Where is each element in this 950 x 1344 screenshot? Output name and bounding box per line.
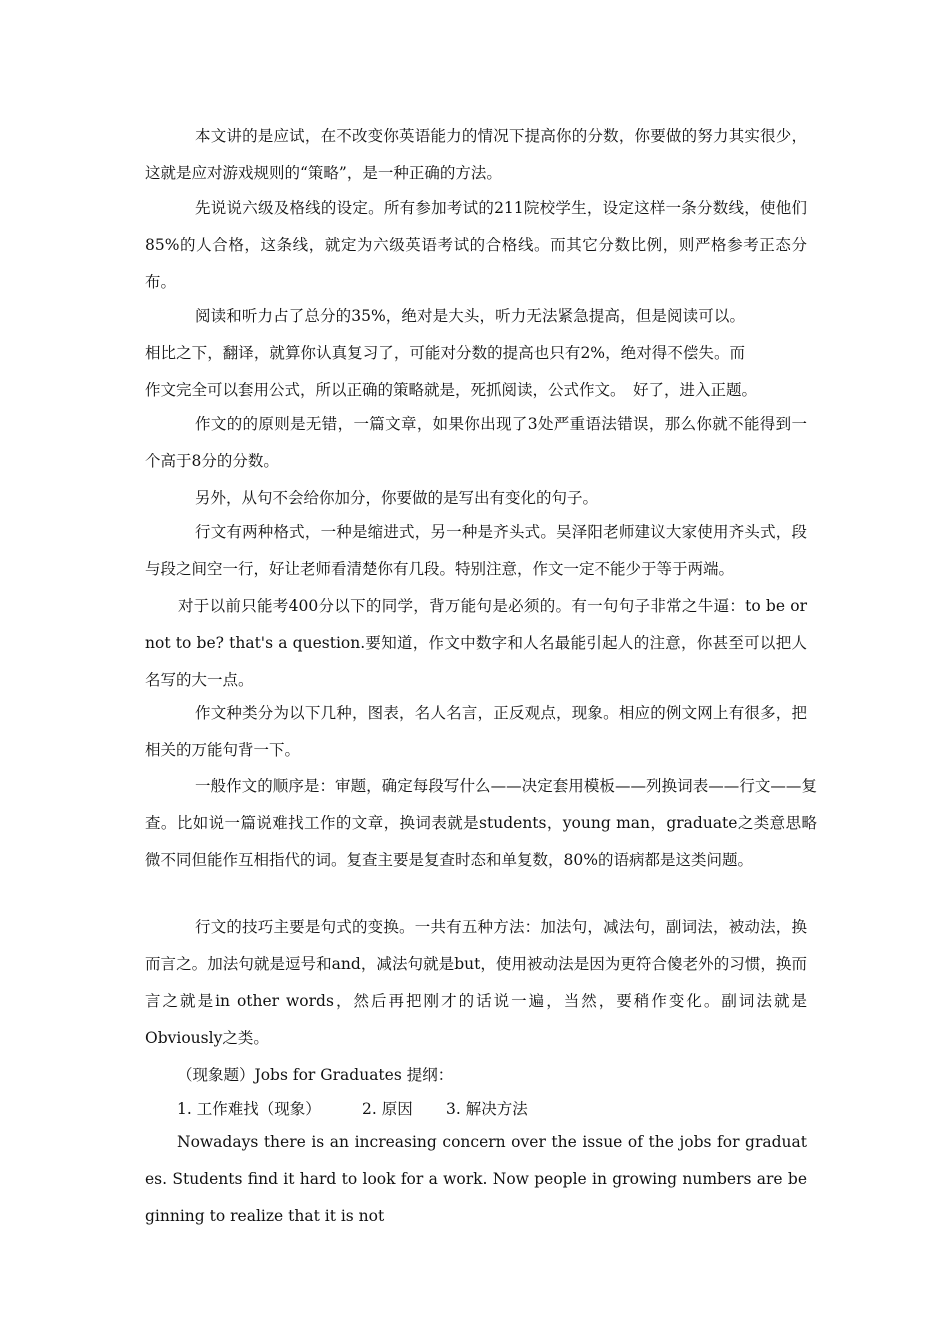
paragraph-order: 一般作文的顺序是：审题，确定每段写什么——决定套用模板——列换词表——行文——复查。比如说一篇说难找工作的文章，换词表就是students，young man，graduate之类意思略微不同但能作互相指代的词。复查主要是复查时态和单复数，80%的语病都是这类问题。 xyxy=(145,777,817,869)
paragraph-principle: 作文的的原则是无错，一篇文章，如果你出现了3处严重语法错误，那么你就不能得到一个高于8分的分数。 xyxy=(145,415,807,470)
paragraph-format: 行文有两种格式，一种是缩进式，另一种是齐头式。吴泽阳老师建议大家使用齐头式，段与段之间空一行，好让老师看清楚你有几段。特别注意，作文一定不能少于等于两端。 xyxy=(145,523,807,578)
outline-heading: （现象题）Jobs for Graduates 提纲： xyxy=(177,1066,454,1084)
outline-item-cause: 2. 原因 xyxy=(362,1100,413,1118)
outline-item-phenomenon: 1. 工作难找（现象） xyxy=(177,1100,321,1118)
paragraph-sentences: 对于以前只能考400分以下的同学，背万能句是必须的。有一句句子非常之牛逼：to be or not to be? that's a question.要知道，作文中数字和人名最能引起人的注意，你甚至可以把人名写的大一点。 xyxy=(145,597,807,689)
outline-item-solution: 3. 解决方法 xyxy=(446,1100,528,1118)
paragraph-strategy: 阅读和听力占了总分的35%，绝对是大头，听力无法紧急提高，但是阅读可以。相比之下，翻译，就算你认真复习了，可能对分数的提高也只有2%，绝对得不偿失。而作文完全可以套用公式，所以正确的策略就是，死抓阅读，公式作文。 xyxy=(145,307,745,399)
sample-essay-paragraph: Nowadays there is an increasing concern over the issue of the jobs for graduates. Students find it hard to look for a work. Now people in growing numbers are beginning to realize that it is not xyxy=(145,1133,807,1225)
paragraph-techniques: 行文的技巧主要是句式的变换。一共有五种方法：加法句，减法句，副词法，被动法，换而言之。加法句就是逗号和and，减法句就是but，使用被动法是因为更符合傻老外的习惯，换而言之就是in other words，然后再把刚才的话说一遍，当然，要稍作变化。副词法就是Obviously之类。 xyxy=(145,918,807,1047)
paragraph-clauses: 另外，从句不会给你加分，你要做的是写出有变化的句子。 xyxy=(195,489,599,507)
paragraph-transition: 好了，进入正题。 xyxy=(633,381,758,399)
paragraph-intro: 本文讲的是应试，在不改变你英语能力的情况下提高你的分数，你要做的努力其实很少，这就是应对游戏规则的“策略”，是一种正确的方法。 xyxy=(145,127,807,182)
paragraph-passing-line: 先说说六级及格线的设定。所有参加考试的211院校学生，设定这样一条分数线，使他们85%的人合格，这条线，就定为六级英语考试的合格线。而其它分数比例，则严格参考正态分布。 xyxy=(145,199,807,291)
paragraph-types: 作文种类分为以下几种，图表，名人名言，正反观点，现象。相应的例文网上有很多，把相关的万能句背一下。 xyxy=(145,704,807,759)
